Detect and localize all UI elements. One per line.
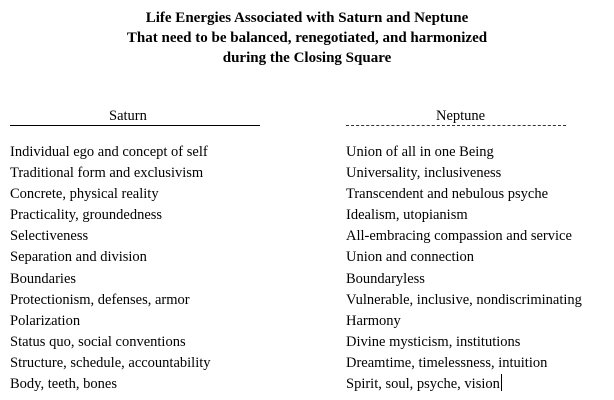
saturn-item[interactable]: Individual ego and concept of self xyxy=(10,144,208,160)
saturn-item[interactable]: Practicality, groundedness xyxy=(10,207,163,224)
saturn-item[interactable]: Polarization xyxy=(10,312,81,329)
saturn-list xyxy=(10,142,335,395)
saturn-column-header: Saturn xyxy=(109,108,147,124)
text-cursor xyxy=(501,374,502,391)
document-title xyxy=(0,8,614,68)
neptune-list xyxy=(346,142,612,395)
neptune-item[interactable]: Dreamtime, timelessness, intuition xyxy=(346,354,548,371)
neptune-item[interactable]: Transcendent and nebulous psyche xyxy=(346,186,549,203)
saturn-item[interactable]: Selectiveness xyxy=(10,228,89,245)
neptune-item[interactable]: Universality, inclusiveness xyxy=(346,165,502,182)
saturn-item[interactable]: Protectionism, defenses, armor xyxy=(10,291,190,308)
saturn-item[interactable]: Separation and division xyxy=(10,249,147,266)
neptune-item[interactable]: Boundaryless xyxy=(346,270,425,287)
neptune-header-rule xyxy=(346,125,566,126)
saturn-item[interactable]: Status quo, social conventions xyxy=(10,333,186,350)
saturn-header-rule xyxy=(10,125,260,126)
saturn-item[interactable]: Structure, schedule, accountability xyxy=(10,354,211,371)
neptune-item[interactable]: Idealism, utopianism xyxy=(346,207,468,224)
title-line-3: during the Closing Square xyxy=(222,50,392,66)
saturn-item[interactable]: Traditional form and exclusivism xyxy=(10,165,204,182)
neptune-item[interactable]: Harmony xyxy=(346,312,401,329)
neptune-item-last-text: Spirit, soul, psyche, vision xyxy=(346,376,500,393)
neptune-item[interactable]: Vulnerable, inclusive, nondiscriminating xyxy=(346,291,582,308)
neptune-item-last[interactable] xyxy=(346,374,612,395)
saturn-item[interactable]: Boundaries xyxy=(10,270,77,287)
neptune-item[interactable]: Union and connection xyxy=(346,249,475,266)
neptune-item[interactable]: All-embracing compassion and service xyxy=(346,228,572,245)
saturn-item[interactable]: Concrete, physical reality xyxy=(10,186,159,203)
title-line-2: That need to be balanced, renegotiated, and harmonized xyxy=(126,30,488,46)
title-line-1: Life Energies Associated with Saturn and Neptune xyxy=(145,10,469,26)
neptune-item[interactable]: Union of all in one Being xyxy=(346,144,494,160)
neptune-column-header: Neptune xyxy=(436,108,486,124)
saturn-item[interactable]: Body, teeth, bones xyxy=(10,376,117,393)
neptune-item[interactable]: Divine mysticism, institutions xyxy=(346,333,521,350)
